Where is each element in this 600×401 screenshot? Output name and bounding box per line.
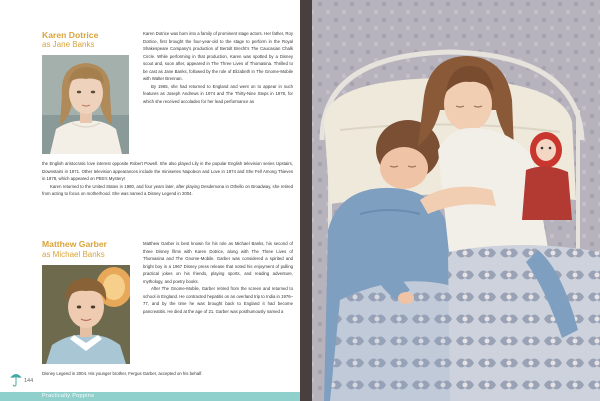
karen-role-subheading: as Jane Banks bbox=[42, 40, 95, 49]
running-head: Practically Poppins bbox=[42, 393, 95, 399]
umbrella-icon bbox=[9, 371, 23, 387]
matthew-bio-column bbox=[143, 240, 293, 315]
matthew-bio-paragraph-2: After The Gnome-Mobile, Garber retired from the screen and returned to school in England. He contracted hepatitis on an overland trip to India in 1976–77, and by the time he was brought back to England it had become pancreatitis. He died at the age of 21. Garber was posthumously named a bbox=[143, 286, 294, 314]
karen-bio-paragraph-3: the English aristocratic love interest opposite Robert Powell. She also played Lily in the popular English television series Upstairs, Downstairs in 1971. Other television appearances include the miniseries Napoleon and Love in 1974 and She Fell Among Thieves in 1978, which appeared on PBS's Mystery! bbox=[42, 161, 293, 182]
right-page-photo bbox=[300, 0, 600, 401]
karen-name-heading: Karen Dotrice bbox=[42, 30, 99, 40]
matthew-role-subheading: as Michael Banks bbox=[42, 250, 105, 259]
karen-bio-continued bbox=[42, 160, 293, 198]
matthew-bio-paragraph-3: Disney Legend in 2004. His younger brother, Fergus Garber, accepted on his behalf. bbox=[42, 371, 203, 376]
karen-bio-paragraph-4: Karen returned to the United States in 1980, and four years later, after playing Desdemona in Othello on Broadway, she retired from acting to focus on motherhood. She was named a Disney Legend in 2004. bbox=[42, 183, 293, 197]
karen-bio-paragraph-2: By 1965, she had returned to England and went on to appear in such features as Joseph Andrews in 1974 and The Thirty-Nine Steps in 1978, for which she received accolades for her lead performance as bbox=[143, 83, 293, 104]
karen-portrait-photo bbox=[42, 55, 129, 154]
karen-bio-column bbox=[143, 30, 293, 105]
karen-bio-paragraph-1: Karen Dotrice was born into a family of prominent stage actors. Her father, Roy Dotrice, first brought the four-year-old to the stage to perform in the Royal Shakespeare Company's production of Bertolt Brecht's The Caucasian Chalk Circle. While performing in that production, Karen was spotted by a Disney scout and, soon after, appeared in The Three Lives of Thomasina. Thrilled to be cast as Jane Banks, followed by the role of Elizabeth in The Gnome-Mobile with Walter Brennan. bbox=[143, 31, 293, 82]
matthew-name-heading: Matthew Garber bbox=[42, 239, 107, 249]
matthew-bio-paragraph-1: Matthew Garber is best known for his role as Michael Banks, his second of three Disney films with Karen Dotrice, along with The Three Lives of Thomasina and The Gnome-Mobile. Garber was considered a spirited and bright boy in a 1967 Disney press release that noted his enjoyment of pulling practical jokes on his friends, playing sports, and reading adventure, mythology, and poetry books. bbox=[143, 241, 293, 284]
matthew-portrait-photo bbox=[42, 265, 130, 364]
matthew-bio-continued bbox=[42, 370, 293, 378]
sleeping-children-photo bbox=[300, 0, 600, 401]
page-number: 144 bbox=[24, 378, 34, 384]
